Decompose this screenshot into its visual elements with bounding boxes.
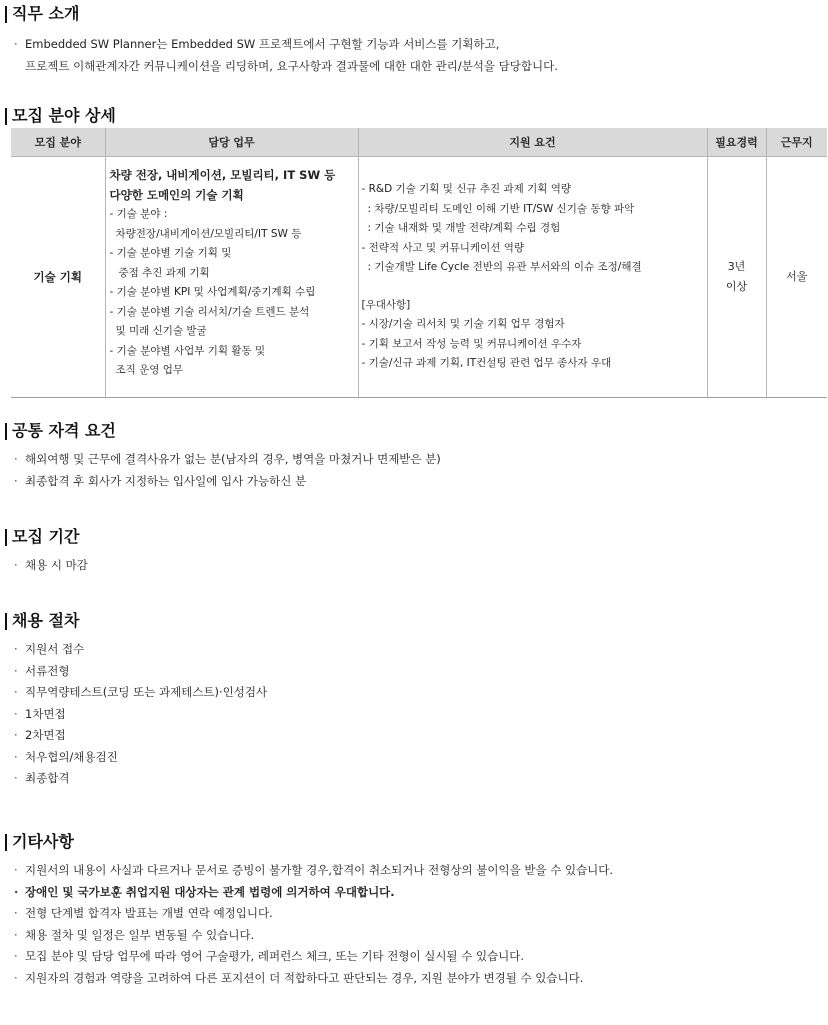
list-item: · 최종합격 후 회사가 지정하는 입사일에 입사 가능하신 분 xyxy=(14,471,828,493)
list-item: · 지원자의 경험과 역량을 고려하여 다른 포지션이 더 적합하다고 판단되는 경우, 지원 분야가 변경될 수 있습니다. xyxy=(14,968,828,990)
preferred-line: - 기획 보고서 작성 능력 및 커뮤니케이션 우수자 xyxy=(361,337,582,350)
preferred-line: - 기술/신규 과제 기획, IT컨설팅 관련 업무 종사자 우대 xyxy=(361,357,612,370)
intro-text xyxy=(0,33,828,77)
period-title: 모집 기간 xyxy=(12,527,80,546)
header-experience: 필요경력 xyxy=(707,128,766,157)
list-item: · 지원서의 내용이 사실과 다르거나 문서로 증빙이 불가할 경우,합격이 취소되거나 전형상의 불이익을 받을 수 있습니다. xyxy=(14,860,828,882)
detail-table xyxy=(11,128,827,398)
intro-title: 직무 소개 xyxy=(12,4,80,23)
list-item: · 최종합격 xyxy=(14,768,828,790)
etc-title: 기타사항 xyxy=(12,832,74,851)
heading-bar xyxy=(5,423,7,440)
duties-head-line: 차량 전장, 내비게이션, 모빌리티, IT SW 등 xyxy=(109,168,336,182)
duties-line: 조직 운영 업무 xyxy=(115,364,184,376)
requirement-line: - R&D 기술 기획 및 신규 추진 과제 기획 역량 xyxy=(361,183,572,196)
period-list xyxy=(0,555,828,577)
etc-section xyxy=(0,831,828,989)
list-item: · 직무역량테스트(코딩 또는 과제테스트)·인성검사 xyxy=(14,682,828,704)
duties-line: - 기술 분야별 기술 리서치/기술 트렌드 분석 xyxy=(109,305,310,318)
header-location: 근무지 xyxy=(766,128,827,157)
list-item: · 채용 절차 및 일정은 일부 변동될 수 있습니다. xyxy=(14,925,828,947)
duties-line: 중점 추진 과제 기획 xyxy=(118,266,210,279)
list-item: · 해외여행 및 근무에 결격사유가 없는 분(남자의 경우, 병역을 마쳤거나 면제받은 분) xyxy=(14,449,828,471)
list-item: · 2차면접 xyxy=(14,725,828,747)
table-row xyxy=(11,157,827,398)
heading-bar xyxy=(5,529,7,546)
requirement-line: : 차량/모빌리티 도메인 이해 기반 IT/SW 신기술 동향 파악 xyxy=(367,202,635,215)
requirement-line: - 전략적 사고 및 커뮤니케이션 역량 xyxy=(361,241,524,254)
duties-line: 차량전장/내비게이션/모빌리티/IT SW 등 xyxy=(115,227,302,240)
duties-line: - 기술 분야별 KPI 및 사업계획/중기계획 수립 xyxy=(109,286,316,298)
list-item: · 서류전형 xyxy=(14,661,828,683)
spacer xyxy=(362,278,707,296)
header-duties: 담당 업무 xyxy=(105,128,358,157)
requirement-line: : 기술개발 Life Cycle 전반의 유관 부서와의 이슈 조정/해결 xyxy=(367,261,642,274)
heading-bar xyxy=(5,613,7,630)
cell-requirements xyxy=(358,157,707,398)
header-requirements: 지원 요건 xyxy=(358,128,707,157)
header-field: 모집 분야 xyxy=(11,128,105,157)
etc-list xyxy=(0,860,828,989)
experience-years: 3년 xyxy=(727,260,746,273)
list-item: · 지원서 접수 xyxy=(14,639,828,661)
duties-head-line: 다양한 도메인의 기술 기획 xyxy=(109,188,244,202)
cell-duties xyxy=(105,157,358,398)
detail-heading xyxy=(0,105,828,127)
heading-bar xyxy=(5,108,7,125)
duties-line: 및 미래 신기술 발굴 xyxy=(115,325,207,337)
list-item: · 장애인 및 국가보훈 취업지원 대상자는 관계 법령에 의거하여 우대합니다. xyxy=(14,882,828,904)
list-item: · 1차면접 xyxy=(14,704,828,726)
cell-location: 서울 xyxy=(766,157,827,398)
period-heading xyxy=(0,526,828,548)
duties-line: - 기술 분야 : xyxy=(109,208,168,220)
detail-section xyxy=(0,105,828,127)
common-heading xyxy=(0,420,828,442)
experience-qualifier: 이상 xyxy=(725,280,748,293)
common-section xyxy=(0,420,828,492)
process-section xyxy=(0,610,828,790)
process-heading xyxy=(0,610,828,632)
period-section xyxy=(0,526,828,577)
common-title: 공통 자격 요건 xyxy=(12,421,116,440)
preferred-heading: [우대사항] xyxy=(361,298,411,311)
cell-field: 기술 기획 xyxy=(11,157,105,398)
intro-section xyxy=(0,3,828,77)
common-list xyxy=(0,449,828,492)
process-list xyxy=(0,639,828,790)
list-item: · 모집 분야 및 담당 업무에 따라 영어 구술평가, 레퍼런스 체크, 또는 기타 전형이 실시될 수 있습니다. xyxy=(14,946,828,968)
detail-title: 모집 분야 상세 xyxy=(12,106,116,125)
list-item: · 처우협의/채용검진 xyxy=(14,747,828,769)
heading-bar xyxy=(5,834,7,851)
etc-heading xyxy=(0,831,828,853)
list-item: · 채용 시 마감 xyxy=(14,555,828,577)
intro-heading xyxy=(0,3,828,25)
duties-line: - 기술 분야별 사업부 기획 활동 및 xyxy=(109,344,266,357)
intro-line-2: 프로젝트 이해관계자간 커뮤니케이션을 리딩하며, 요구사항과 결과물에 대한 대한 관리/분석을 담당합니다. xyxy=(25,59,558,73)
table-header-row xyxy=(11,128,827,157)
intro-line-1: Embedded SW Planner는 Embedded SW 프로젝트에서 구현할 기능과 서비스를 기획하고, xyxy=(25,37,500,51)
requirement-line: : 기술 내재화 및 개발 전략/계획 수립 경험 xyxy=(367,222,561,235)
heading-bar xyxy=(5,6,7,23)
process-title: 채용 절차 xyxy=(12,611,80,630)
duties-line: - 기술 분야별 기술 기획 및 xyxy=(109,247,232,259)
cell-experience xyxy=(707,157,766,398)
list-item: · 전형 단계별 합격자 발표는 개별 연락 예정입니다. xyxy=(14,903,828,925)
preferred-line: - 시장/기술 리서치 및 기술 기획 업무 경험자 xyxy=(361,318,565,331)
